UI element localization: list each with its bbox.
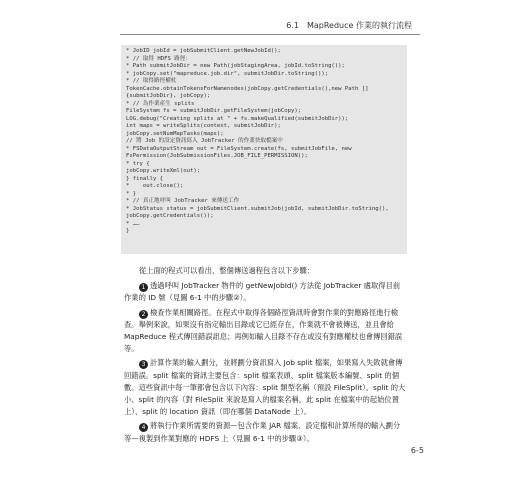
code-line: LOG.debug("Creating splits at " + fs.makeQualified(submitJobDir)); xyxy=(126,115,349,122)
code-line: TokenCache.obtainTokensForNamenodes(jobCopy.getCredentials(),new Path [] xyxy=(126,85,369,92)
step-text: 將執行作業所需要的資源—包含作業 JAR 檔案、設定檔和計算所得的輸入劃分等—複製到作業對應的 HDFS 上（見圖 6-1 中的步驟③）。 xyxy=(124,421,401,443)
step-paragraph-3 xyxy=(124,357,406,418)
code-line: * // 真正地呼叫 JobTracker 來傳送工作 xyxy=(126,198,240,204)
code-line: * FSDataOutputStream out = FileSystem.create(fs, submitJobFile, new xyxy=(126,145,352,152)
step-number-badge: 3 xyxy=(139,360,148,369)
code-line: * out.close(); xyxy=(126,183,184,189)
code-listing xyxy=(121,45,407,254)
header-rule xyxy=(120,34,420,35)
step-number-badge: 4 xyxy=(139,423,148,432)
code-line: jobCopy.getCredentials()); xyxy=(126,213,214,219)
page-number: 6-5 xyxy=(410,446,424,455)
running-header xyxy=(0,20,520,34)
code-line: * // 取得路徑權杖 xyxy=(126,78,177,84)
code-line: {submitJobDir}, jobCopy); xyxy=(126,93,211,99)
code-line: * // 為作業產生 splits xyxy=(126,100,195,107)
code-line: jobCopy.writeXml(out); xyxy=(126,168,201,174)
code-line: * JobStatus status = jobSubmitClient.submitJob(jobId, submitJobDir.toString(), xyxy=(126,205,389,212)
code-line: * // 取得 HDFS 路徑： xyxy=(126,55,192,62)
step-number-badge: 1 xyxy=(139,283,148,292)
intro-paragraph: 從上面的程式可以看出，整個傳送過程包含以下步驟： xyxy=(139,266,315,275)
code-line: * jobCopy.set("mapreduce.job.dir", submitJobDir.toString()); xyxy=(126,70,329,77)
step-number-badge: 2 xyxy=(139,310,148,319)
code-line: } finally { xyxy=(126,175,164,182)
code-line: * try { xyxy=(126,160,150,167)
code-line: int maps = writeSplits(context, submitJobDir); xyxy=(126,123,281,129)
code-line: jobCopy.setNumMapTasks(maps); xyxy=(126,130,224,137)
step-paragraph-1 xyxy=(124,280,406,304)
code-line: FsPermission(JobSubmissionFiles.JOB_FILE_PERMISSION)); xyxy=(126,153,308,159)
step-text: 透過呼叫 JobTracker 物件的 getNewJobId() 方法從 JobTracker 處取得目前作業的 ID 號（見圖 6-1 中的步驟②）。 xyxy=(124,281,401,303)
step-paragraph-4 xyxy=(124,420,406,444)
code-line: * } xyxy=(126,190,137,197)
code-line: } xyxy=(126,228,130,234)
step-text: 計算作業的輸入劃分，並將劃分資訊寫入 Job split 檔案，如果寫入失敗就會傳回錯誤。split 檔案的資訊主要包含：split 檔案表頭、split 檔案版本編號、split 的個數。這些資訊中每一筆都會包含以下內容：split 類型名稱（預設 FileSplit）、split 的大小、split 的內容（對 FileSplit 來說是寫入的檔案名稱，此 split 在檔案中的起始位置上）、split 的 location 資訊（即在哪個 DataNode 上）。 xyxy=(124,358,406,417)
code-line: * JobID jobId = jobSubmitClient.getNewJobId(); xyxy=(126,48,281,54)
code-line: // 將 Job 的設定資訊寫入 JobTracker 的作業快取檔案中 xyxy=(126,138,283,144)
body-text xyxy=(124,265,406,447)
code-line: FileSystem fs = submitJobDir.getFileSystem(jobCopy); xyxy=(126,108,302,114)
step-paragraph-2 xyxy=(124,307,406,356)
step-text: 檢查作業相關路徑。在程式中取得各個路徑資訊時會對作業的對應路徑進行檢查。舉例來說，如果沒有指定輸出目錄或它已經存在，作業就不會被傳送，並且會給 MapReduce 程式傳回錯誤訊息；再例如輸入目錄不存在或沒有對應權杖也會傳回錯誤等。 xyxy=(124,307,403,354)
code-line: * Path submitJobDir = new Path(jobStagingArea, jobId.toString()); xyxy=(126,63,345,69)
code-line: * …… xyxy=(126,220,140,227)
header-title: 6.1 MapReduce 作業的執行流程 xyxy=(286,21,412,30)
